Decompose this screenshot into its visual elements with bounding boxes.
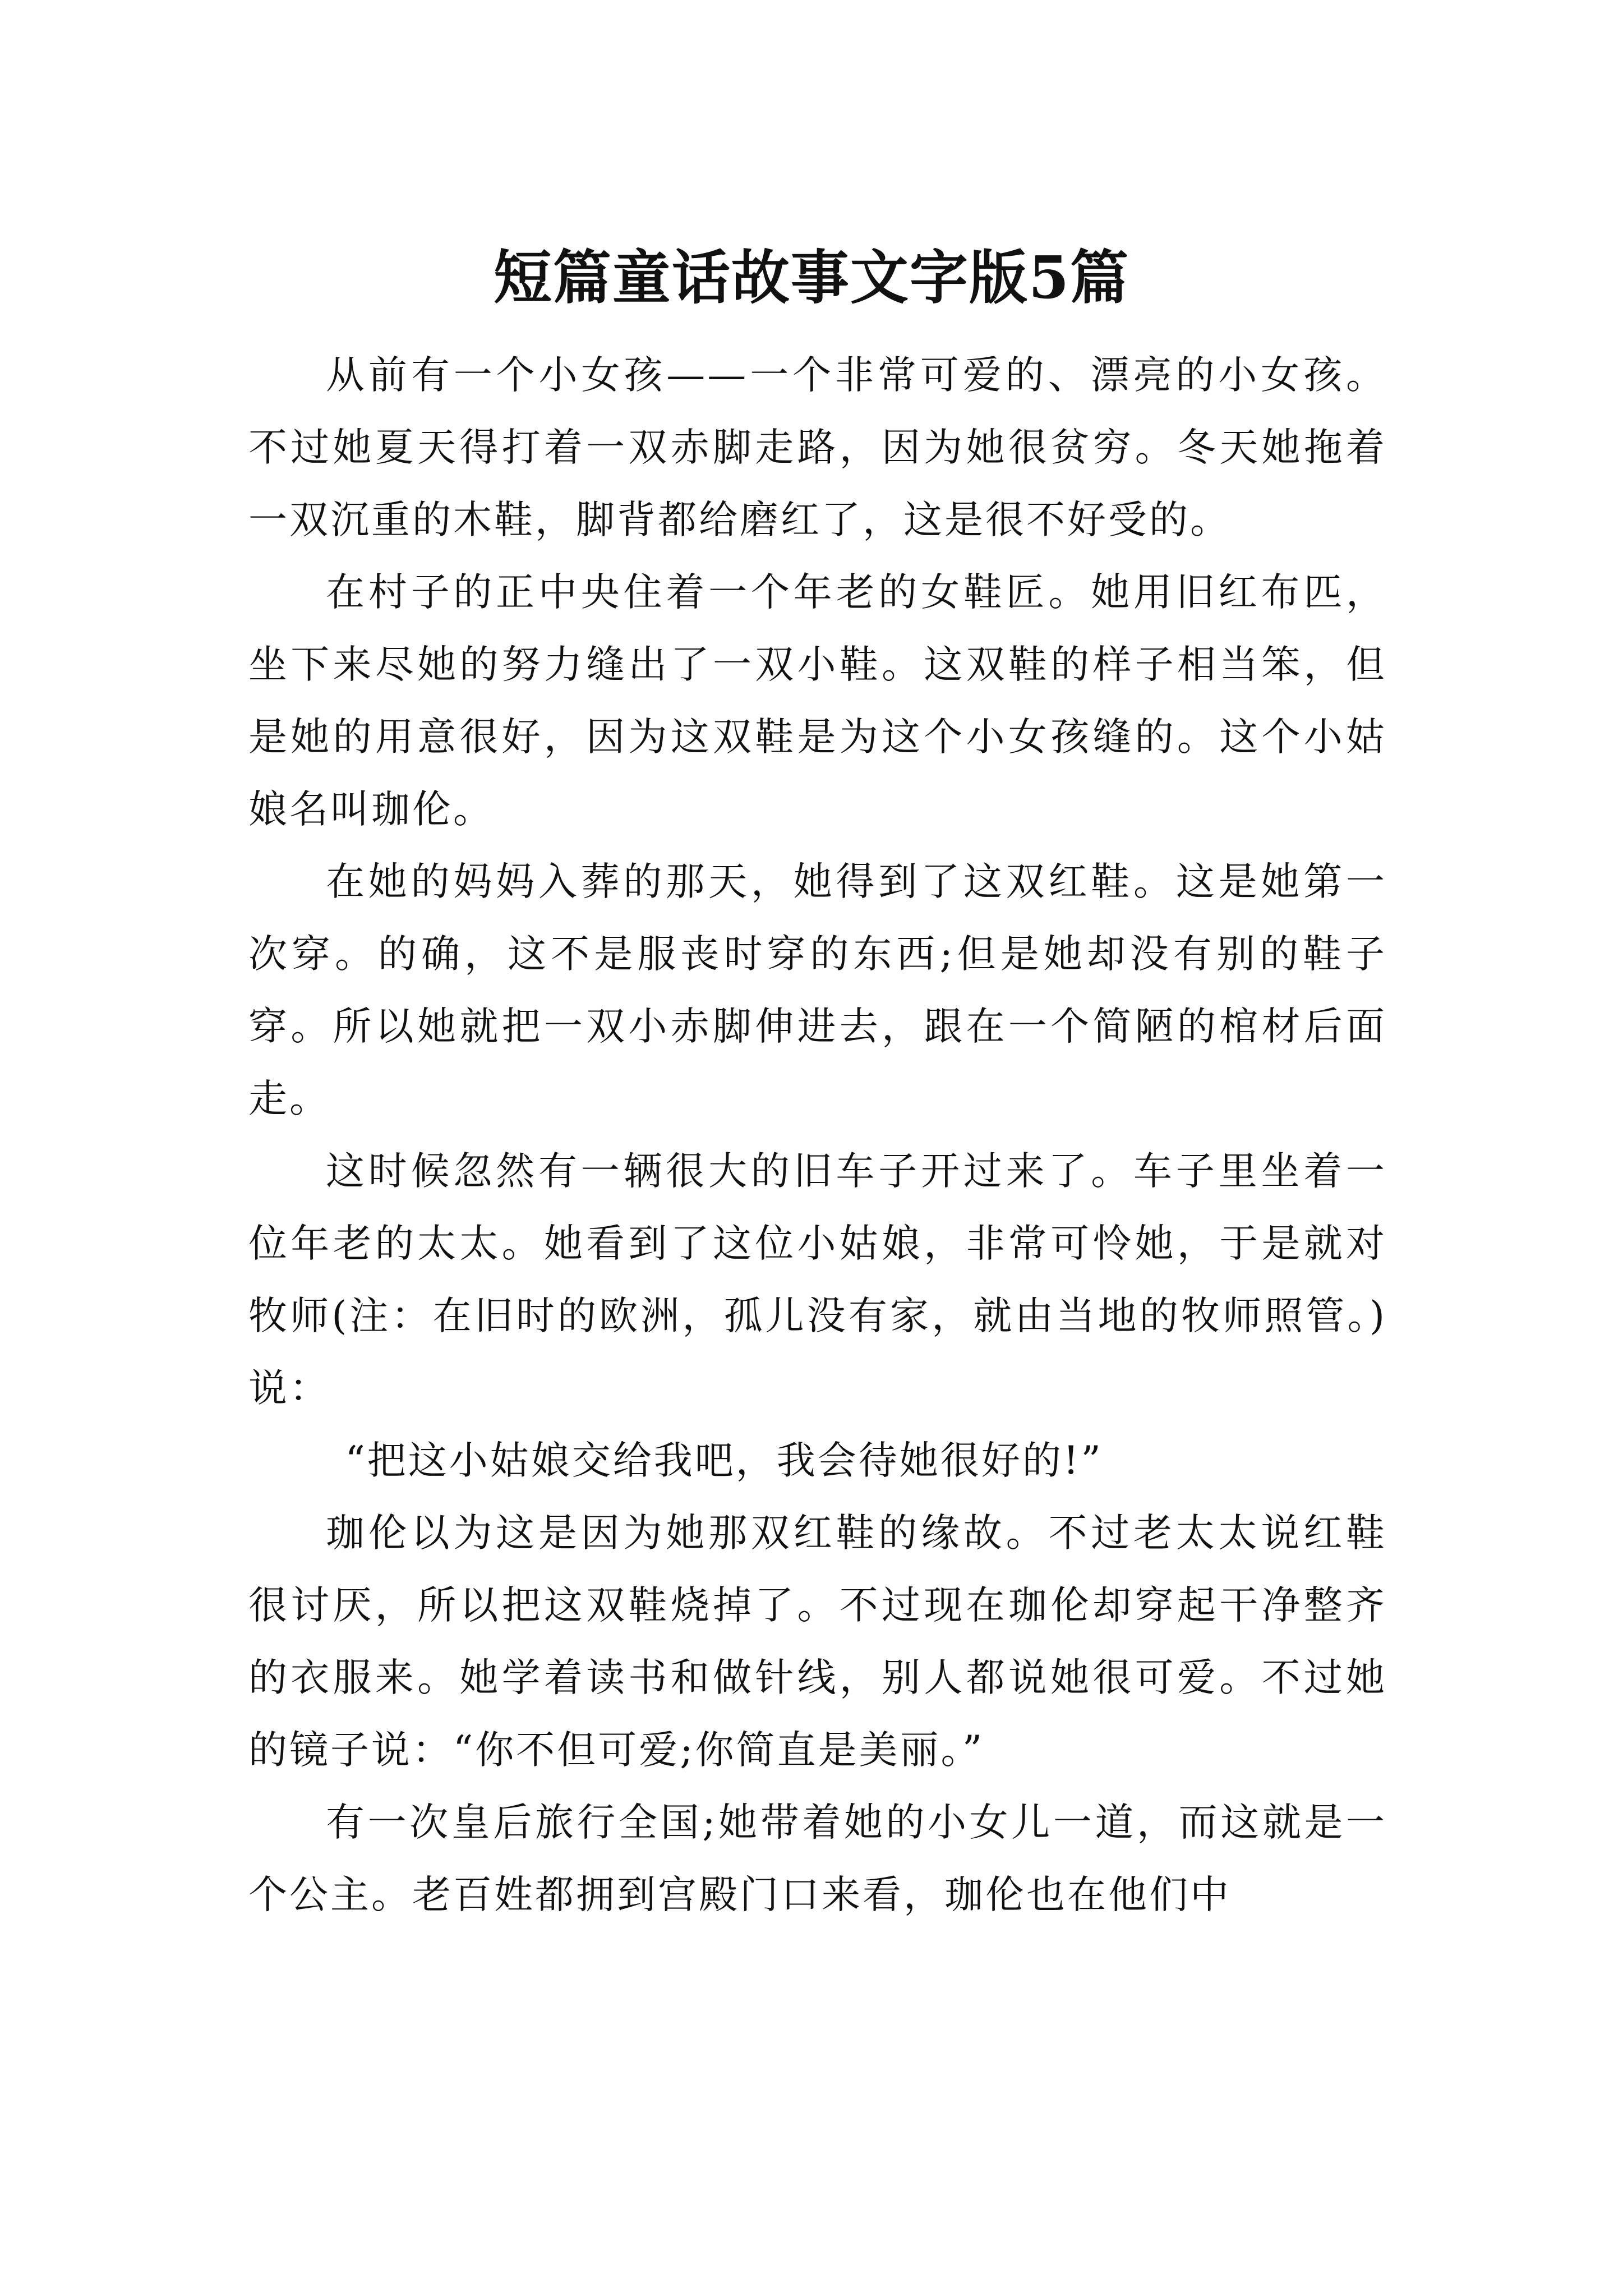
- paragraph-6: 珈伦以为这是因为她那双红鞋的缘故。不过老太太说红鞋很讨厌，所以把这双鞋烧掉了。不过现在珈伦却穿起干净整齐的衣服来。她学着读书和做针线，别人都说她很可爱。不过她的镜子说：“你不但可爱;你简直是美丽。”: [248, 1511, 1387, 1773]
- document-title: 短篇童话故事文字版5篇: [493, 242, 1130, 312]
- paragraph-4: 这时候忽然有一辆很大的旧车子开过来了。车子里坐着一位年老的太太。她看到了这位小姑娘，非常可怜她，于是就对牧师(注：在旧时的欧洲，孤儿没有家，就由当地的牧师照管。)说：: [248, 1149, 1387, 1411]
- paragraph-7: 有一次皇后旅行全国;她带着她的小女儿一道，而这就是一个公主。老百姓都拥到宫殿门口来看，珈伦也在他们中: [248, 1800, 1387, 1917]
- document-body: [248, 339, 1387, 1931]
- paragraph-5-quote: “把这小姑娘交给我吧，我会待她很好的!”: [345, 1438, 1103, 1483]
- paragraph-3: 在她的妈妈入葬的那天，她得到了这双红鞋。这是她第一次穿。的确，这不是服丧时穿的东西;但是她却没有别的鞋子穿。所以她就把一双小赤脚伸进去，跟在一个简陋的棺材后面走。: [248, 859, 1387, 1121]
- paragraph-1: 从前有一个小女孩——一个非常可爱的、漂亮的小女孩。不过她夏天得打着一双赤脚走路，因为她很贫穷。冬天她拖着一双沉重的木鞋，脚背都给磨红了，这是很不好受的。: [248, 353, 1387, 542]
- paragraph-2: 在村子的正中央住着一个年老的女鞋匠。她用旧红布匹，坐下来尽她的努力缝出了一双小鞋。这双鞋的样子相当笨，但是她的用意很好，因为这双鞋是为这个小女孩缝的。这个小姑娘名叫珈伦。: [248, 570, 1387, 832]
